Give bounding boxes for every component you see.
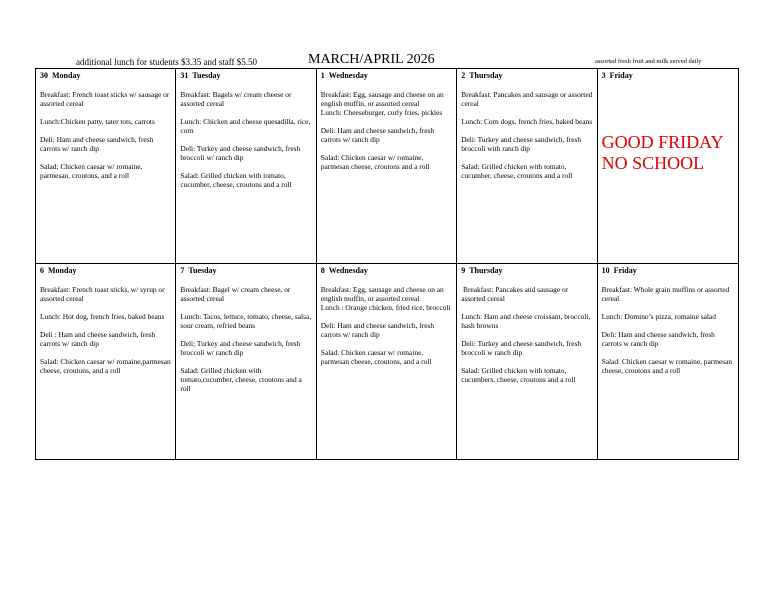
- day-header: [180, 71, 311, 80]
- salad-item: Salad: Grilled chicken with tomato, cucumber, cheese, croutons and a roll: [180, 171, 292, 189]
- day-name: Friday: [613, 266, 637, 275]
- breakfast-item: Breakfast: Whole grain muffins or assorted cereal: [601, 285, 730, 303]
- deli-item: Deli: Ham and cheese sandwich, fresh carrots w/ ranch dip: [320, 321, 435, 339]
- salad-item: Salad: Chicken caesar w/ romaine, parmesan cheese, croutons and a roll: [320, 153, 430, 171]
- breakfast-item: Breakfast: Pancakes and sausage or assorted cereal: [461, 90, 593, 108]
- salad-item: Salad: Chicken caesar w/ romaine,parmesan cheese, croutons, and a roll: [40, 357, 171, 375]
- deli-item: Deli; Turkey and cheese sandwich, fresh broccoli w/ ranch dip: [180, 339, 301, 357]
- deli-item: Deli: Turkey and cheese sandwich, fresh broccoli with ranch dip: [461, 135, 582, 153]
- menu-calendar: [35, 68, 739, 460]
- day-header: [461, 266, 592, 275]
- salad-item: Salad: Grilled chicken with tomato, cucumbers, cheese, croutons and a roll: [461, 366, 576, 384]
- day-header: [461, 71, 592, 80]
- day-cell-friday-10: [598, 264, 738, 459]
- day-cell-thursday-9: [457, 264, 597, 459]
- page-title: MARCH/APRIL 2026: [308, 52, 435, 67]
- breakfast-item: Breakfast: Bagel w/ cream cheese, or assorted cereal: [180, 285, 291, 303]
- day-header: [602, 71, 734, 80]
- holiday-notice-line: GOOD FRIDAY: [601, 132, 724, 152]
- day-cell-friday-3: [598, 69, 738, 264]
- salad-item: Salad: Grilled chicken with tomato,cucumber, cheese, croutons and a roll: [180, 366, 302, 393]
- deli-item: Deli: Turkey and cheese sandwich, fresh broccoli w/ ranch dip: [180, 144, 301, 162]
- daily-note: assorted fresh fruit and milk served daily: [595, 58, 702, 65]
- day-number: 1: [320, 71, 325, 80]
- breakfast-item: Breakfast: Pancakes and sausage or assorted cereal: [461, 285, 570, 303]
- deli-item: Deli: Ham and cheese sandwich, fresh carrots w ranch dip: [601, 330, 715, 348]
- day-cell-tuesday-31: [176, 69, 316, 264]
- lunch-item: Lunch: Chicken and cheese quesadilla, rice, corn: [180, 117, 311, 135]
- day-cell-wednesday-1: [317, 69, 457, 264]
- day-header: [180, 266, 311, 275]
- day-number: 7: [180, 266, 185, 275]
- lunch-item: Lunch: Ham and cheese croissant, broccoli, hash browns: [461, 312, 591, 330]
- day-header: [321, 71, 452, 80]
- breakfast-item: Breakfast: Bagels w/ cream cheese or assorted cereal: [180, 90, 292, 108]
- day-number: 2: [461, 71, 466, 80]
- day-name: Thursday: [469, 266, 503, 275]
- breakfast-item: Breakfast: French toast sticks, w/ syrup or assorted cereal: [40, 285, 165, 303]
- lunch-item: Lunch: Hot dog, french fries, baked beans: [40, 312, 165, 321]
- no-school-notice-line: NO SCHOOL: [601, 153, 705, 173]
- day-name: Friday: [609, 71, 633, 80]
- deli-item: Deli: Ham and cheese sandwich, fresh carrots w/ ranch dip: [40, 135, 154, 153]
- day-name: Wednesday: [328, 266, 368, 275]
- lunch-price-note: additional lunch for students $3.35 and staff $5.50: [76, 57, 258, 67]
- salad-item: Salad: Grilled chicken with tomato, cucumber, cheese, croutons and a roll: [461, 162, 573, 180]
- day-number: 3: [601, 71, 606, 80]
- day-name: Monday: [48, 266, 77, 275]
- day-cell-tuesday-7: [176, 264, 316, 459]
- day-cell-wednesday-8: [317, 264, 457, 459]
- day-cell-monday-30: [36, 69, 176, 264]
- salad-item: Salad; Chicken caesar w/ romaine, parmesan, croutons, and a roll: [40, 162, 143, 180]
- day-header: [602, 266, 734, 275]
- lunch-item: Lunch: Domino’s pizza, romaine salad: [601, 312, 716, 321]
- day-name: Thursday: [469, 71, 503, 80]
- day-cell-thursday-2: [457, 69, 597, 264]
- salad-item: Salad: Chicken caesar w/ romaine, parmesan cheese, croutons, and a roll: [320, 348, 432, 366]
- day-number: 30: [40, 71, 48, 80]
- day-name: Tuesday: [192, 71, 221, 80]
- day-number: 31: [180, 71, 189, 80]
- day-number: 9: [461, 266, 466, 275]
- day-number: 8: [320, 266, 325, 275]
- salad-item: Salad: Chicken caesar w romaine, parmesan cheese, croutons and a roll: [601, 357, 733, 375]
- lunch-item: Lunch: Corn dogs, french fries, baked beans: [461, 117, 593, 126]
- deli-item: Deli: Ham and cheese sandwich, fresh carrots w/ ranch dip: [320, 126, 435, 144]
- lunch-item: Lunch: Cheeseburger, curly fries, pickles: [320, 108, 443, 117]
- breakfast-item: Breakfast: Egg, sausage and cheese on an english muffin, or assorted cereal: [320, 90, 444, 108]
- day-header: [321, 266, 452, 275]
- day-cell-monday-6: [36, 264, 176, 459]
- breakfast-item: Breakfast: French toast sticks w/ sausage or assorted cereal: [40, 90, 170, 108]
- lunch-item: Lunch: Tacos, lettuce, tomato, cheese, salsa, sour cream, refried beans: [180, 312, 312, 330]
- day-header: [40, 266, 171, 275]
- day-number: 6: [40, 266, 44, 275]
- lunch-item: Lunch:Chicken patty, tater tots, carrots: [40, 117, 155, 126]
- lunch-item: Lunch : Orange chicken, fried rice, broccoli: [320, 303, 451, 312]
- day-number: 10: [601, 266, 610, 275]
- holiday-notice: [602, 132, 734, 174]
- breakfast-item: Breakfast: Egg, sausage and cheese on an english muffin, or assorted cereal: [320, 285, 444, 303]
- deli-item: Deli : Ham and cheese sandwich, fresh carrots w/ ranch dip: [40, 330, 156, 348]
- day-name: Wednesday: [328, 71, 368, 80]
- day-header: [40, 71, 171, 80]
- deli-item: Deli: Turkey and cheese sandwich, fresh broccoli w ranch dip: [461, 339, 582, 357]
- day-name: Monday: [52, 71, 81, 80]
- day-name: Tuesday: [188, 266, 217, 275]
